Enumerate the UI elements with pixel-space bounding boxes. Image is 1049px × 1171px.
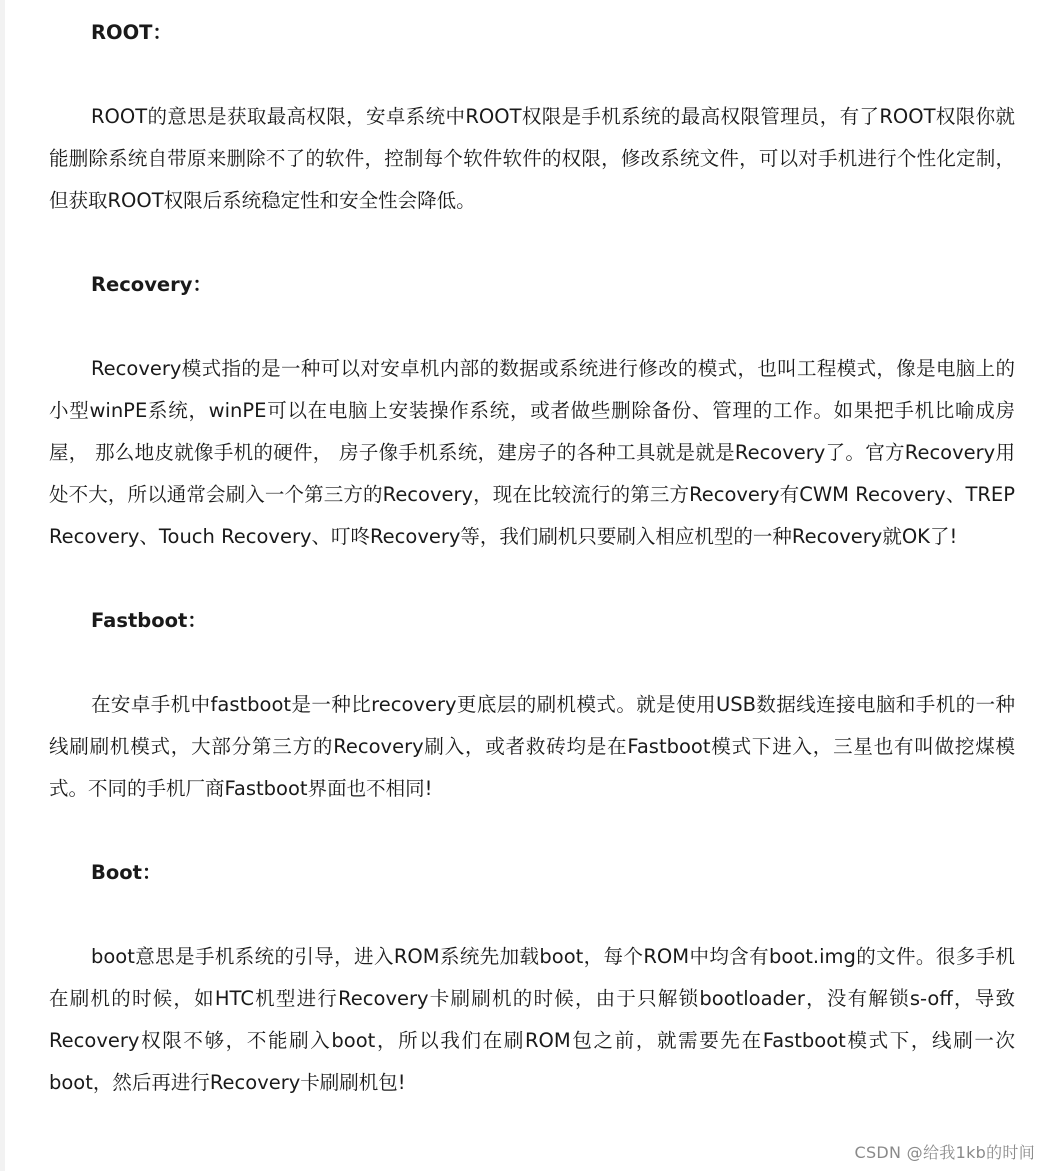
- heading-root: ROOT：: [91, 21, 172, 44]
- paragraph-boot: boot意思是手机系统的引导，进入ROM系统先加载boot，每个ROM中均含有boot.img的文件。很多手机在刷机的时候，如HTC机型进行Recovery卡刷刷机的时候，由于只解锁bootloader，没有解锁s-off，导致Recovery权限不够，不能刷入boot，所以我们在刷ROM包之前，就需要先在Fastboot模式下，线刷一次boot，然后再进行Recovery卡刷刷机包!: [49, 945, 1015, 1094]
- paragraph-root: ROOT的意思是获取最高权限，安卓系统中ROOT权限是手机系统的最高权限管理员，有了ROOT权限你就能删除系统自带原来删除不了的软件，控制每个软件软件的权限，修改系统文件，可以对手机进行个性化定制，但获取ROOT权限后系统稳定性和安全性会降低。: [49, 105, 1015, 212]
- left-border: [0, 0, 5, 1171]
- spacer: [49, 810, 1015, 852]
- paragraph-recovery: Recovery模式指的是一种可以对安卓机内部的数据或系统进行修改的模式，也叫工程模式，像是电脑上的小型winPE系统，winPE可以在电脑上安装操作系统，或者做些删除备份、管理的工作。如果把手机比喻成房屋， 那么地皮就像手机的硬件， 房子像手机系统，建房子的各种工具就是就是Recovery了。官方Recovery用处不大，所以通常会刷入一个第三方的Recovery，现在比较流行的第三方Recovery有CWM Recovery、TREP Recovery、Touch Recovery、叮咚Recovery等，我们刷机只要刷入相应机型的一种Recovery就OK了!: [49, 357, 1015, 548]
- spacer: [49, 642, 1015, 684]
- article-body: [49, 12, 1015, 1104]
- spacer: [49, 54, 1015, 96]
- csdn-watermark: CSDN @给我1kb的时间: [854, 1143, 1035, 1162]
- paragraph-fastboot: 在安卓手机中fastboot是一种比recovery更底层的刷机模式。就是使用USB数据线连接电脑和手机的一种线刷刷机模式，大部分第三方的Recovery刷入，或者救砖均是在Fastboot模式下进入，三星也有叫做挖煤模式。不同的手机厂商Fastboot界面也不相同!: [49, 693, 1015, 800]
- spacer: [49, 306, 1015, 348]
- heading-recovery: Recovery：: [91, 273, 212, 296]
- spacer: [49, 894, 1015, 936]
- spacer: [49, 222, 1015, 264]
- heading-fastboot: Fastboot：: [91, 609, 207, 632]
- spacer: [49, 558, 1015, 600]
- heading-boot: Boot：: [91, 861, 162, 884]
